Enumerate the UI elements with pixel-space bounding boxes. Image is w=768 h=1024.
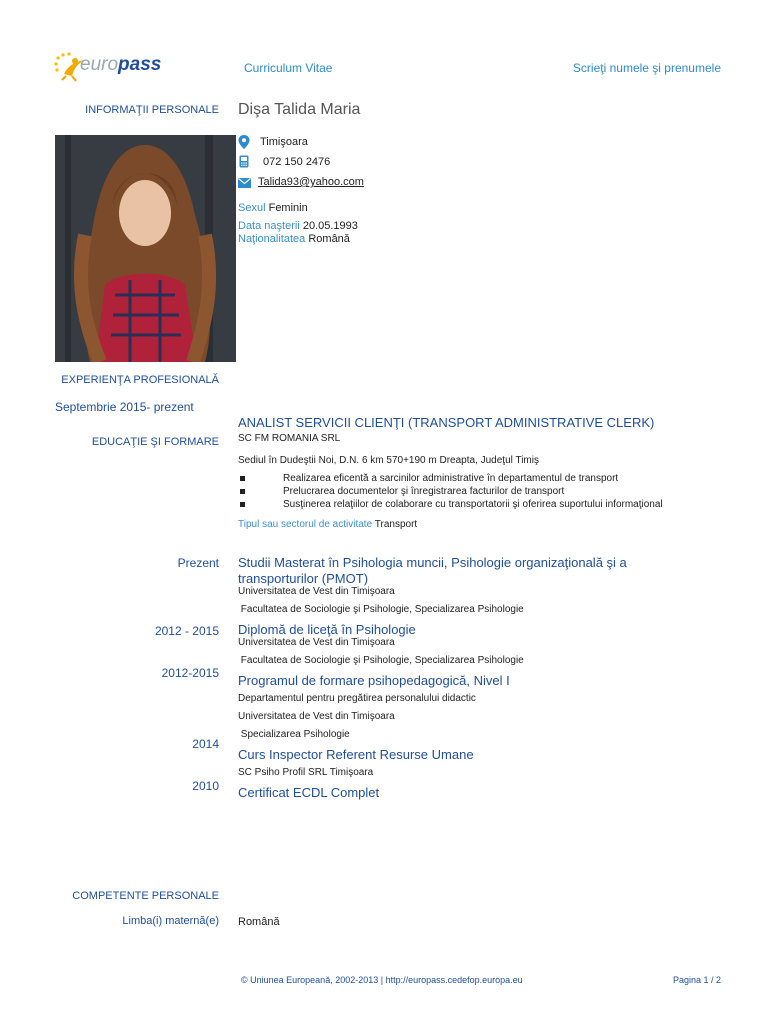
email-link[interactable]: Talida93@yahoo.com <box>258 176 364 188</box>
footer-copyright[interactable]: © Uniunea Europeană, 2002-2013 | http://europass.cedefop.europa.eu <box>241 975 523 985</box>
birth-date-row: Data naşterii 20.05.1993 <box>238 220 358 232</box>
duty-item: Realizarea eficentă a sarcinilor administrative în departamentul de transport <box>238 473 618 484</box>
profile-photo <box>55 135 236 362</box>
section-label-experience: EXPERIENŢA PROFESIONALĂ <box>61 374 219 386</box>
name-placeholder: Scrieţi numele şi prenumele <box>572 61 721 75</box>
education-faculty: Facultatea de Sociologie şi Psihologie, Specializarea Psihologie <box>238 604 524 615</box>
education-date: 2012-2015 <box>161 666 219 680</box>
education-date: 2010 <box>192 779 219 793</box>
employer: SC FM ROMANIA SRL <box>238 433 341 444</box>
sex-row: Sexul Feminin <box>238 202 308 214</box>
education-department: Departamentul pentru pregătirea personalului didactic <box>238 693 476 704</box>
mother-tongue-value: Română <box>238 916 280 928</box>
education-title: Diplomă de liceţă în Psihologie <box>238 622 416 637</box>
full-name: Dişa Talida Maria <box>238 101 361 118</box>
experience-period: Septembrie 2015- prezent <box>55 400 194 414</box>
europass-wordmark: europass <box>80 54 162 75</box>
section-label-education: EDUCAŢIE ŞI FORMARE <box>91 436 219 448</box>
job-title: ANALIST SERVICII CLIENŢI (TRANSPORT ADMINISTRATIVE CLERK) <box>238 415 655 430</box>
education-specialization: Specializarea Psihologie <box>238 729 350 740</box>
education-date: Prezent <box>177 556 219 570</box>
education-provider: SC Psiho Profil SRL Timişoara <box>238 767 374 778</box>
phone-number: 072 150 2476 <box>263 156 331 168</box>
section-label-competences: COMPETENTE PERSONALE <box>72 890 219 902</box>
portrait-illustration <box>55 135 236 362</box>
page-number: Pagina 1 / 2 <box>672 975 721 985</box>
education-date: 2012 - 2015 <box>154 624 219 638</box>
duty-item: Susţinerea relaţiilor de colaborare cu transportatorii şi oferirea suportului informaţional <box>238 499 663 510</box>
education-title: Programul de formare psihopedagogică, Nivel I <box>238 673 510 688</box>
city: Timişoara <box>260 136 308 148</box>
employer-address: Sediul în Dudeştii Noi, D.N. 6 km 570+190 m Dreapta, Judeţul Timiş <box>238 455 539 466</box>
mother-tongue-label: Limba(i) maternă(e) <box>122 915 219 927</box>
education-title-cont: transporturilor (PMOT) <box>238 571 369 586</box>
europass-logo <box>54 52 164 84</box>
education-institution: Universitatea de Vest din Timişoara <box>238 711 395 722</box>
section-label-personal: INFORMAŢII PERSONALE <box>85 104 219 116</box>
envelope-icon <box>238 178 251 188</box>
sector-row: Tipul sau sectorul de activitate Transport <box>238 519 418 530</box>
nationality-row: Naţionalitatea Română <box>238 233 350 245</box>
education-date: 2014 <box>192 737 219 751</box>
document-title: Curriculum Vitae <box>244 61 333 75</box>
education-institution: Universitatea de Vest din Timişoara <box>238 586 395 597</box>
phone-icon <box>239 155 249 168</box>
duty-item: Prelucrarea documentelor şi înregistrarea facturilor de transport <box>238 486 564 497</box>
education-title: Studii Masterat în Psihologia muncii, Psihologie organizaţională şi a <box>238 555 627 570</box>
location-pin-icon <box>238 135 250 149</box>
education-title: Curs Inspector Referent Resurse Umane <box>238 747 474 762</box>
education-institution: Universitatea de Vest din Timişoara <box>238 637 395 648</box>
education-title: Certificat ECDL Complet <box>238 785 380 800</box>
education-faculty: Facultatea de Sociologie şi Psihologie, Specializarea Psihologie <box>238 655 524 666</box>
